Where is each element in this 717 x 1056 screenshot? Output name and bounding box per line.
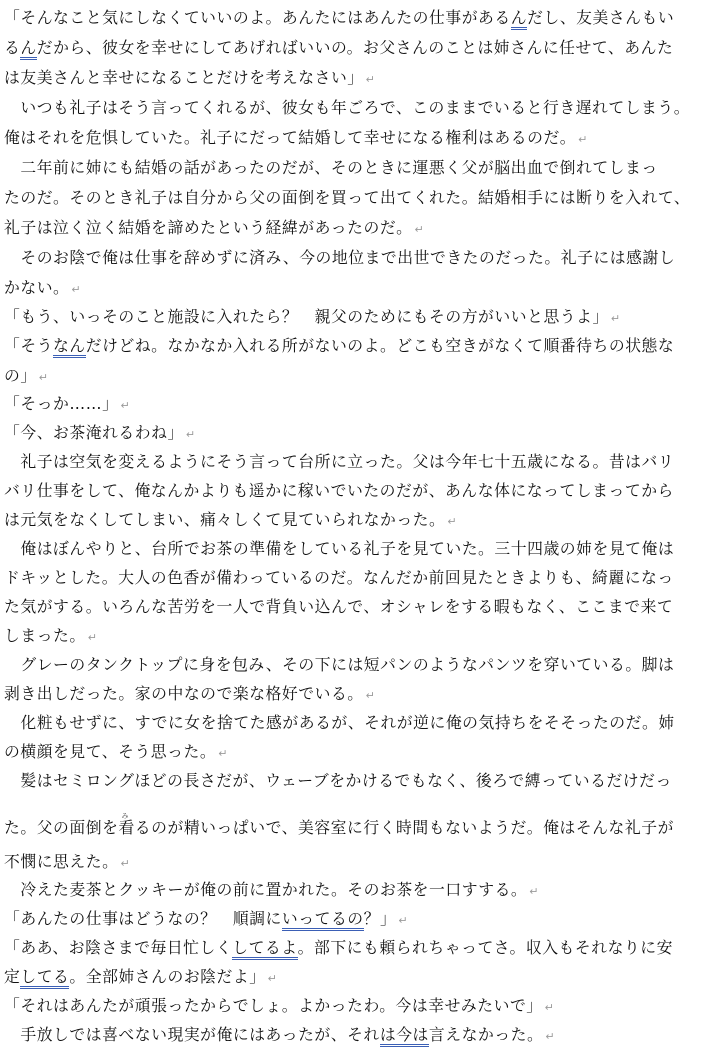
text-line: 「ああ、お陰さまで毎日忙しくしてるよ。部下にも頼られちゃってさ。収入もそれなりに安 (4, 935, 673, 961)
paragraph-mark-icon: ↵ (529, 885, 539, 898)
grammar-underline: 今 (396, 1025, 412, 1047)
grammar-underline: してるよ (232, 938, 297, 960)
paragraph-mark-icon: ↵ (545, 1030, 555, 1043)
text-line: 定してる。全部姉さんのお陰だよ」 ↵ (4, 964, 277, 990)
text-line: しまった。 ↵ (4, 626, 97, 645)
text-line: の横顔を見て、そう思った。 ↵ (4, 742, 228, 761)
text-line: いつも礼子はそう言ってくれるが、彼女も年ごろで、このままでいると行き遅れてしまう。 (4, 98, 691, 117)
text-line: 「今、お茶淹れるわね」 ↵ (4, 423, 196, 442)
paragraph-mark-icon: ↵ (610, 312, 621, 325)
grammar-underline: いってるの (282, 909, 364, 931)
grammar-underline: は (413, 1025, 429, 1047)
text-line: かない。 ↵ (4, 278, 81, 297)
ruby-base: み 看 (118, 812, 135, 837)
text-line: 化粧もせずに、すでに女を捨てた感があるが、それが逆に俺の気持ちをそそったのだ。姉 (4, 713, 675, 732)
paragraph-mark-icon: ↵ (365, 689, 375, 702)
paragraph-mark-icon: ↵ (218, 747, 228, 760)
paragraph-mark-icon: ↵ (414, 223, 424, 236)
paragraph-mark-icon: ↵ (267, 972, 277, 985)
text-line: そのお陰で俺は仕事を辞めずに済み、今の地位まで出世できたのだった。礼子には感謝し (4, 248, 676, 267)
text-line: 「もう、いっそのこと施設に入れたら？ 親父のためにもその方がいいと思うよ」 ↵ (4, 307, 621, 326)
text-line: 「そっか……」 ↵ (4, 394, 130, 413)
paragraph-mark-icon: ↵ (185, 428, 196, 441)
text-line: バリ仕事をして、俺なんかよりも遥かに稼いでいたのだが、あんな体になってしまってから (4, 481, 674, 500)
paragraph-mark-icon: ↵ (447, 515, 457, 528)
text-line: 二年前に姉にも結婚の話があったのだが、そのときに運悪く父が脳出血で倒れてしまっ (4, 158, 658, 177)
text-line: たのだ。そのとき礼子は自分から父の面倒を買って出てくれた。結婚相手には断りを入れて、 (4, 188, 691, 207)
text-line: 剥き出しだった。家の中なので楽な格好でいる。 ↵ (4, 684, 375, 703)
text-line: た。父の面倒を み 看るのが精いっぱいで、美容室に行く時間もないようだ。俺はそんな礼子が (4, 812, 674, 837)
text-line: 髪はセミロングほどの長さだが、ウェーブをかけるでもなく、後ろで縛っているだけだっ (4, 771, 672, 790)
grammar-underline: ん (511, 8, 527, 30)
text-line: 「それはあんたが頑張ったからでしょ。よかったわ。今は幸せみたいで」 ↵ (4, 996, 554, 1015)
text-line: 俺はぼんやりと、台所でお茶の準備をしている礼子を見ていた。三十四歳の姉を見て俺は (4, 539, 675, 558)
grammar-underline: してる (20, 967, 69, 989)
paragraph-mark-icon: ↵ (578, 133, 588, 146)
text-line: 「そんなこと気にしなくていいのよ。あんたにはあんたの仕事があるんだし、友美さんもい (4, 5, 674, 31)
paragraph-mark-icon: ↵ (87, 631, 97, 644)
grammar-underline: なん (53, 336, 86, 358)
ruby-reading: み (121, 812, 129, 820)
text-line: は友美さんと幸せになることだけを考えなさい」 ↵ (4, 68, 375, 87)
paragraph-mark-icon: ↵ (120, 399, 130, 412)
paragraph-mark-icon: ↵ (71, 283, 81, 296)
paragraph-mark-icon: ↵ (365, 73, 375, 86)
text-line: 「そうなんだけどね。なかなか入れる所がないのよ。どこも空きがなくて順番待ちの状態な (4, 333, 674, 359)
grammar-underline: ん (20, 38, 36, 60)
text-line: 礼子は空気を変えるようにそう言って台所に立った。父は今年七十五歳になる。昔はバリ (4, 452, 675, 471)
grammar-underline: は (380, 1025, 396, 1047)
text-line: 「あんたの仕事はどうなの？ 順調にいってるの？」 ↵ (4, 906, 408, 932)
paragraph-mark-icon: ↵ (120, 857, 130, 870)
text-line: 俺はそれを危惧していた。礼子にだって結婚して幸せになる権利はあるのだ。 ↵ (4, 128, 588, 147)
paragraph-mark-icon: ↵ (544, 1001, 554, 1014)
paragraph-mark-icon: ↵ (398, 914, 408, 927)
text-line: の」 ↵ (4, 366, 48, 385)
text-line: 礼子は泣く泣く結婚を諦めたという経緯があったのだ。 ↵ (4, 218, 424, 237)
text-line: 冷えた麦茶とクッキーが俺の前に置かれた。そのお茶を一口すする。 ↵ (4, 880, 539, 899)
text-line: ドキッとした。大人の色香が備わっているのだ。なんだか前回見たときよりも、綺麗になっ (4, 568, 674, 587)
text-line: 不憫に思えた。 ↵ (4, 852, 130, 871)
text-line: グレーのタンクトップに身を包み、その下には短パンのようなパンツを穿いている。脚は (4, 655, 675, 674)
text-line: は元気をなくしてしまい、痛々しくて見ていられなかった。 ↵ (4, 510, 457, 529)
paragraph-mark-icon: ↵ (38, 371, 48, 384)
text-line: 手放しでは喜べない現実が俺にはあったが、それは今は言えなかった。 ↵ (4, 1022, 555, 1048)
text-line: た気がする。いろんな苦労を一人で背負い込んで、オシャレをする暇もなく、ここまで来て (4, 597, 674, 616)
text-line: るんだから、彼女を幸せにしてあげればいいの。お父さんのことは姉さんに任せて、あんた (4, 35, 673, 61)
